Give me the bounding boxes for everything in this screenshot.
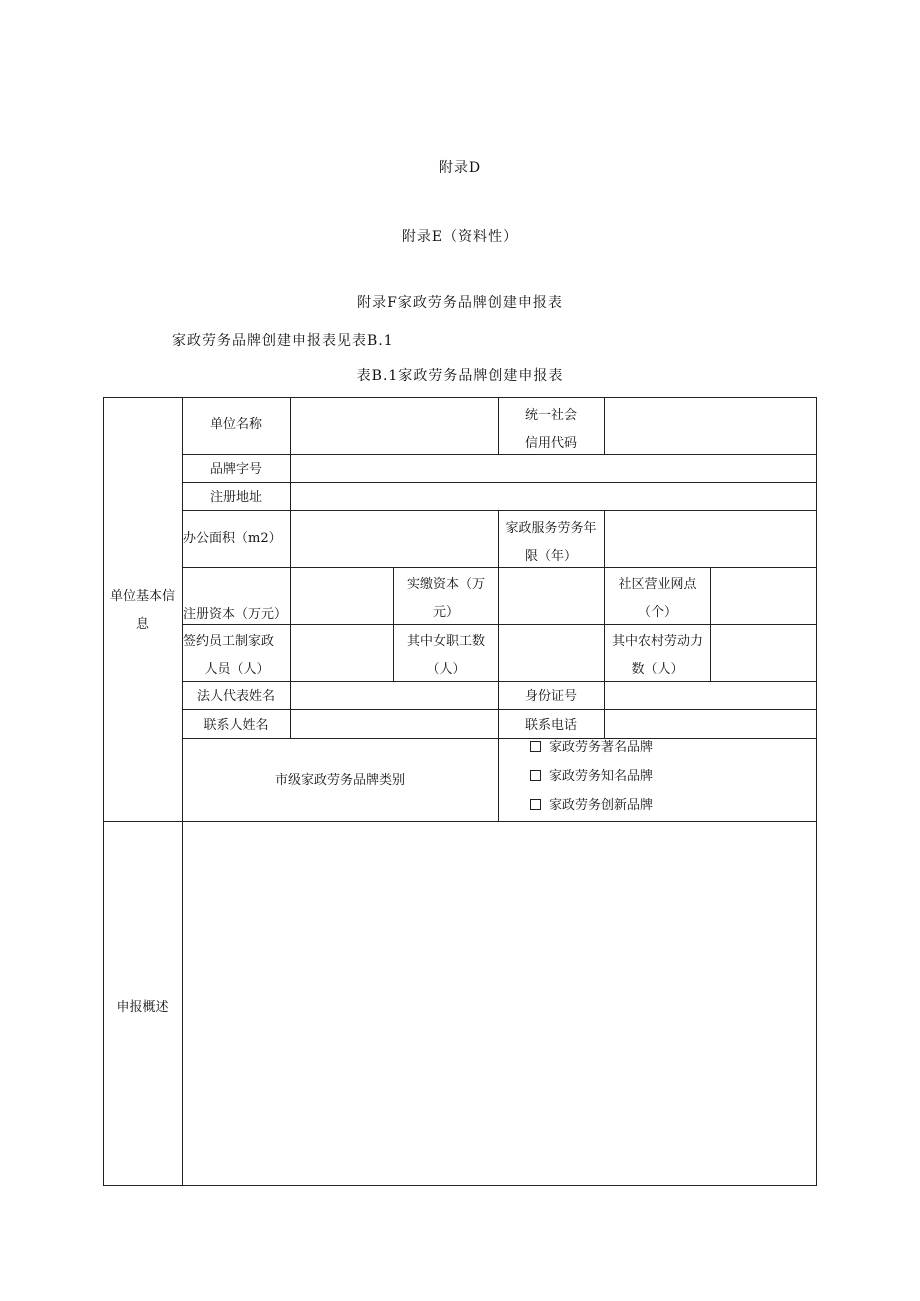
table-border-right bbox=[816, 397, 817, 1186]
contact-name-field[interactable] bbox=[291, 710, 497, 738]
outlets-field[interactable] bbox=[711, 568, 815, 624]
appendix-f-heading: 附录F家政劳务品牌创建申报表 bbox=[357, 295, 563, 311]
brand-name-label: 品牌字号 bbox=[209, 462, 262, 477]
table-border-bottom bbox=[103, 1185, 817, 1186]
checkbox-icon[interactable] bbox=[530, 799, 541, 810]
office-area-field[interactable] bbox=[291, 511, 497, 567]
service-years-field[interactable] bbox=[605, 511, 815, 567]
paid-capital-label: 实缴资本（万 元） bbox=[406, 577, 485, 620]
reg-capital-field[interactable] bbox=[291, 568, 393, 624]
female-staff-field[interactable] bbox=[499, 625, 604, 681]
table-reference-note: 家政劳务品牌创建申报表见表B.1 bbox=[172, 333, 394, 349]
application-form-table bbox=[103, 397, 817, 1186]
checkbox-icon[interactable] bbox=[530, 741, 541, 752]
rural-labor-field[interactable] bbox=[711, 625, 815, 681]
paid-capital-field[interactable] bbox=[499, 568, 604, 624]
summary-field[interactable] bbox=[183, 822, 815, 1185]
appendix-d-heading: 附录D bbox=[438, 160, 482, 176]
option-innovative-brand[interactable]: 家政劳务创新品牌 bbox=[530, 796, 653, 815]
unit-name-label: 单位名称 bbox=[209, 417, 262, 432]
service-years-label: 家政服务劳务年 限（年） bbox=[505, 521, 597, 564]
credit-code-label: 统一社会 信用代码 bbox=[524, 408, 577, 451]
table-title: 表B.1家政劳务品牌创建申报表 bbox=[356, 368, 564, 384]
outlets-label: 社区营业网点 （个） bbox=[618, 577, 697, 620]
brand-category-label: 市级家政劳务品牌类别 bbox=[274, 773, 405, 788]
reg-capital-label: 注册资本（万元） bbox=[183, 607, 288, 622]
reg-address-field[interactable] bbox=[291, 483, 815, 510]
contact-phone-field[interactable] bbox=[605, 710, 815, 738]
contract-staff-field[interactable] bbox=[291, 625, 393, 681]
row-line bbox=[182, 738, 817, 739]
female-staff-label: 其中女职工数 （人） bbox=[406, 634, 485, 677]
option-famous-brand[interactable]: 家政劳务著名品牌 bbox=[530, 738, 653, 757]
section-basic-info-label: 单位基本信 息 bbox=[109, 589, 175, 632]
contract-staff-label: 签约员工制家政 人员（人） bbox=[183, 634, 275, 677]
contact-name-label: 联系人姓名 bbox=[203, 718, 269, 733]
rural-labor-label: 其中农村劳动力 数（人） bbox=[611, 634, 703, 677]
contact-phone-label: 联系电话 bbox=[524, 718, 577, 733]
legal-rep-label: 法人代表姓名 bbox=[196, 689, 275, 704]
unit-name-field[interactable] bbox=[291, 398, 497, 454]
office-area-label: 办公面积（m2） bbox=[183, 531, 282, 546]
id-number-field[interactable] bbox=[605, 682, 815, 709]
section-summary-label: 申报概述 bbox=[116, 1000, 169, 1015]
option-known-brand[interactable]: 家政劳务知名品牌 bbox=[530, 767, 653, 786]
checkbox-icon[interactable] bbox=[530, 770, 541, 781]
table-border-left bbox=[103, 397, 104, 1186]
reg-address-label: 注册地址 bbox=[209, 490, 262, 505]
column-line bbox=[498, 738, 499, 821]
appendix-e-heading: 附录E（资料性） bbox=[401, 229, 519, 245]
brand-name-field[interactable] bbox=[291, 455, 815, 482]
credit-code-field[interactable] bbox=[605, 398, 815, 454]
legal-rep-field[interactable] bbox=[291, 682, 497, 709]
id-number-label: 身份证号 bbox=[524, 689, 577, 704]
